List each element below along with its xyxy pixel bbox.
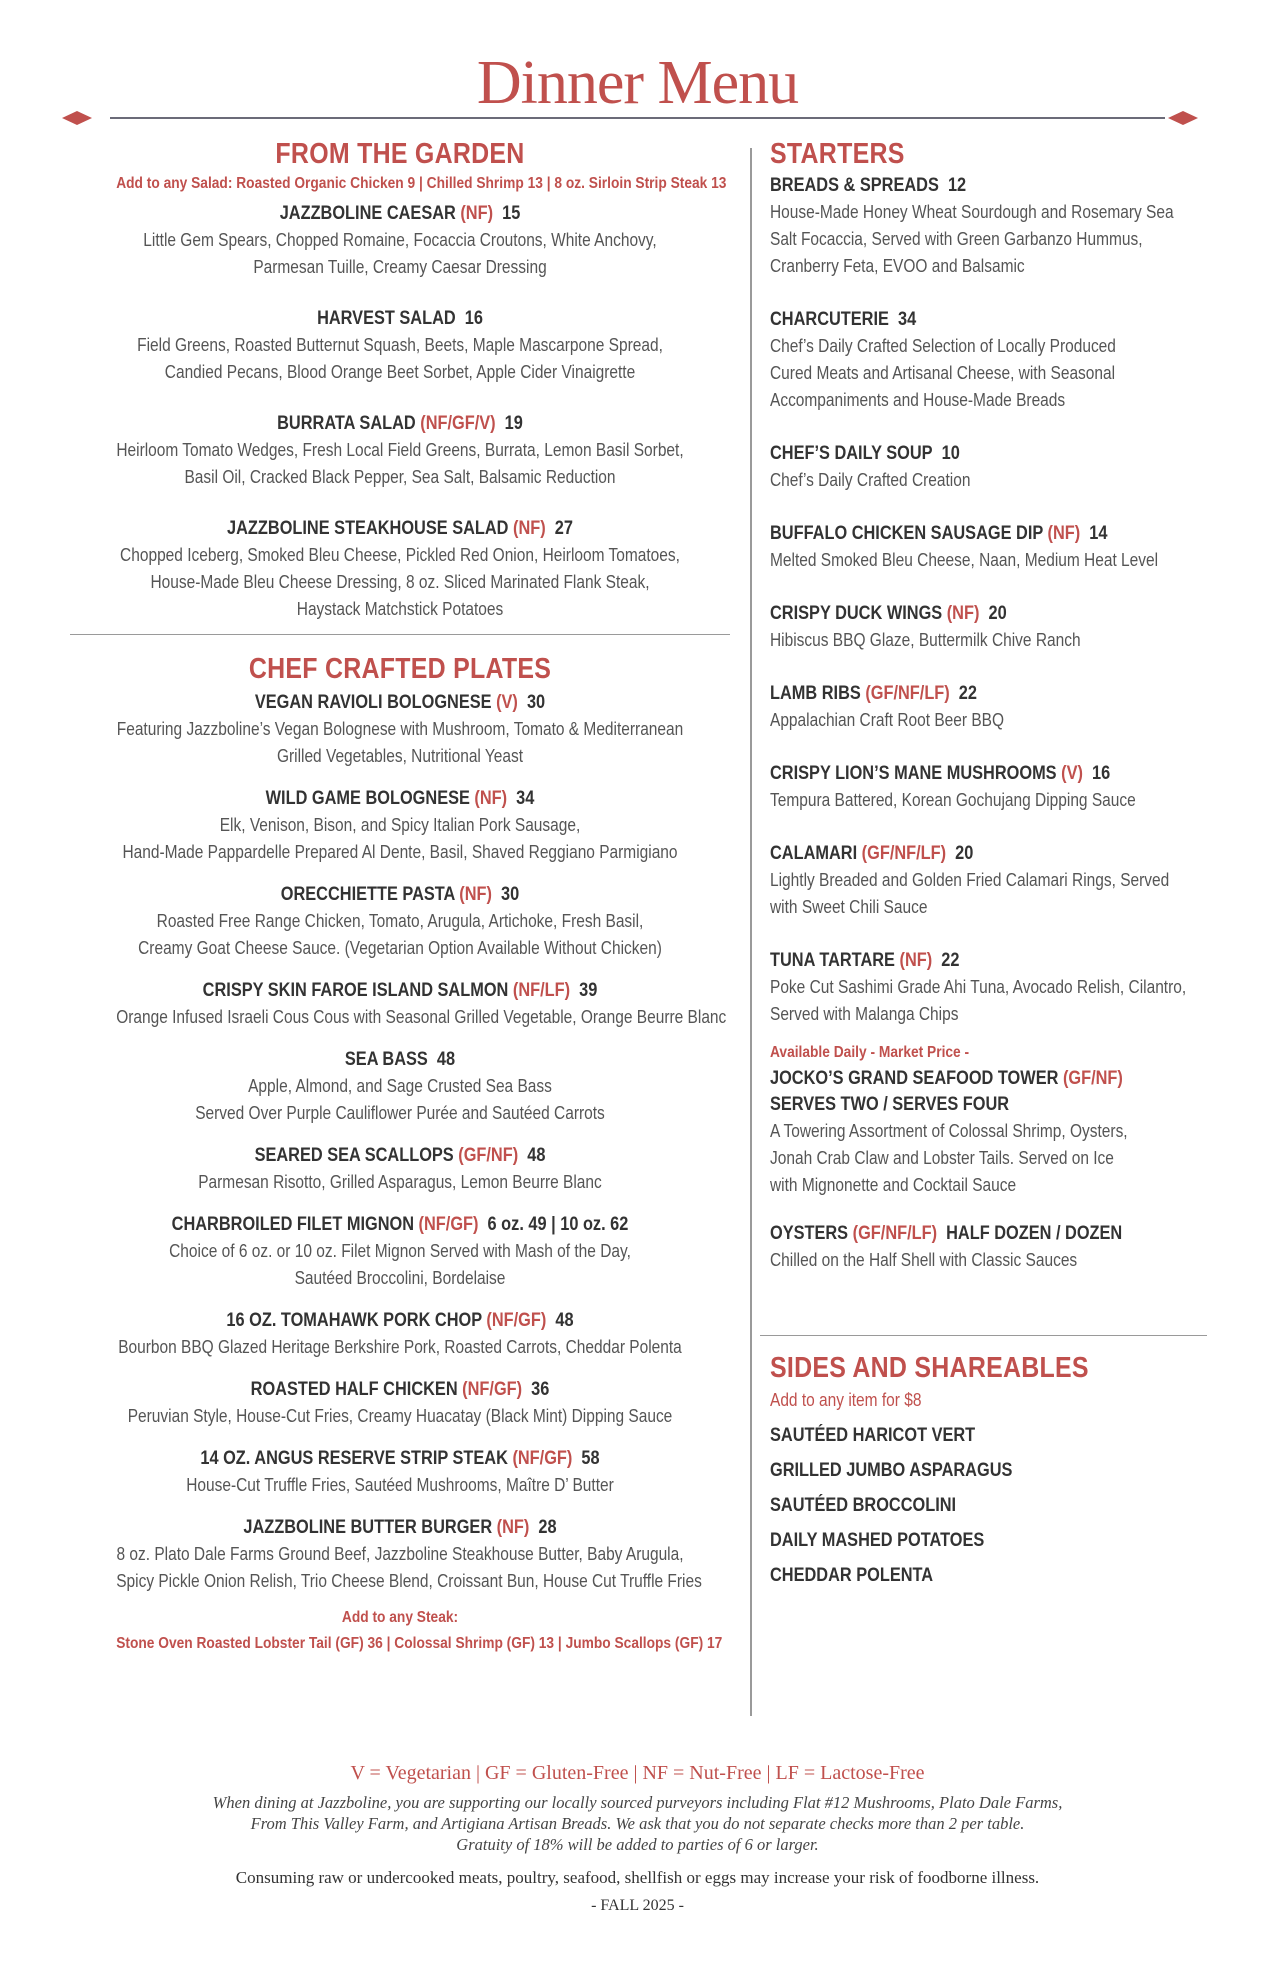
sides-list — [770, 1418, 1210, 1593]
salad-addon-note: Add to any Salad: Roasted Organic Chicken 9 | Chilled Shrimp 13 | 8 oz. Sirloin Strip Steak 13 — [116, 175, 727, 192]
oysters-description — [770, 1247, 1210, 1274]
gratuity-note: Gratuity of 18% will be added to parties of 6 or larger. — [456, 1835, 819, 1854]
food-safety-warning: Consuming raw or undercooked meats, poultry, seafood, shellfish or eggs may increase your risk of foodborne illness. — [235, 1868, 1040, 1887]
diamond-ornament-left — [62, 111, 92, 125]
menu-item-description: Accompaniments and House-Made Breads — [770, 390, 1066, 410]
menu-item-name: BUFFALO CHICKEN SAUSAGE DIP (NF) 14 — [770, 523, 1108, 544]
menu-item-description: Melted Smoked Bleu Cheese, Naan, Medium Heat Level — [770, 550, 1159, 570]
menu-item-description: Lightly Breaded and Golden Fried Calamari Rings, Served — [770, 870, 1170, 890]
steak-addon-title: Add to any Steak: — [341, 1609, 459, 1626]
purveyor-note-1: When dining at Jazzboline, you are supporting our locally sourced purveyors including Flat #12 Mushrooms, Plato Dale Farms, — [212, 1793, 1063, 1812]
dietary-tag: (GF/NF/LF) — [861, 843, 947, 864]
menu-item-name: ORECCHIETTE PASTA (NF) 30 — [280, 884, 520, 905]
menu-item — [70, 882, 730, 962]
menu-item-description: Roasted Free Range Chicken, Tomato, Arugula, Artichoke, Fresh Basil, — [156, 911, 644, 931]
menu-item-description: Heirloom Tomato Wedges, Fresh Local Field Greens, Burrata, Lemon Basil Sorbet, — [116, 440, 684, 460]
menu-item-description: Appalachian Craft Root Beer BBQ — [770, 710, 1005, 730]
menu-item-price: 36 — [531, 1379, 550, 1400]
menu-item-name: SEARED SEA SCALLOPS (GF/NF) 48 — [254, 1145, 546, 1166]
menu-item-price: 34 — [898, 309, 917, 330]
menu-item-name: VEGAN RAVIOLI BOLOGNESE (V) 30 — [254, 692, 546, 713]
purveyor-note-2: From This Valley Farm, and Artigiana Artisan Breads. We ask that you do not separate checks more than 2 per table. — [250, 1814, 1025, 1833]
side-item: DAILY MASHED POTATOES — [770, 1530, 985, 1551]
diamond-ornament-right — [1168, 111, 1198, 125]
menu-item-description: Chef’s Daily Crafted Creation — [770, 470, 971, 490]
side-item: SAUTÉED HARICOT VERT — [770, 1425, 976, 1446]
menu-item-description: with Mignonette and Cocktail Sauce — [770, 1175, 1017, 1195]
section-divider-left — [70, 634, 730, 635]
menu-item-name: CRISPY DUCK WINGS (NF) 20 — [770, 603, 1007, 624]
side-item: GRILLED JUMBO ASPARAGUS — [770, 1460, 1013, 1481]
menu-item-description: Elk, Venison, Bison, and Spicy Italian Pork Sausage, — [219, 815, 581, 835]
menu-item-price: 14 — [1089, 523, 1108, 544]
plates-items — [70, 690, 730, 1595]
menu-item-description: Bourbon BBQ Glazed Heritage Berkshire Pork, Roasted Carrots, Cheddar Polenta — [118, 1337, 682, 1357]
menu-item-price: 15 — [502, 203, 521, 224]
menu-item-description: Chilled on the Half Shell with Classic Sauces — [770, 1250, 1078, 1270]
menu-item — [70, 516, 730, 623]
menu-item-name: TUNA TARTARE (NF) 22 — [770, 950, 960, 971]
dietary-tag: (V) — [496, 692, 518, 713]
menu-item-name: CHARCUTERIE 34 — [770, 309, 917, 330]
menu-item-name: CRISPY SKIN FAROE ISLAND SALMON (NF/LF) 39 — [202, 980, 598, 1001]
menu-item-name: OYSTERS (GF/NF/LF) HALF DOZEN / DOZEN — [770, 1223, 1123, 1244]
dietary-tag: (NF/LF) — [512, 980, 571, 1001]
menu-item-description: Parmesan Risotto, Grilled Asparagus, Lemon Beurre Blanc — [198, 1172, 602, 1192]
dietary-tag: (NF/GF) — [486, 1310, 547, 1331]
menu-item-name: JAZZBOLINE BUTTER BURGER (NF) 28 — [243, 1517, 557, 1538]
menu-item-description: with Sweet Chili Sauce — [770, 897, 928, 917]
menu-item — [70, 1212, 730, 1292]
dietary-tag: (NF/GF/V) — [420, 413, 496, 434]
dietary-tag: (NF) — [474, 788, 508, 809]
menu-item-description: Hand-Made Pappardelle Prepared Al Dente, Basil, Shaved Reggiano Parmigiano — [122, 842, 678, 862]
menu-item-price: 22 — [958, 683, 977, 704]
menu-item-name: HARVEST SALAD 16 — [317, 308, 483, 329]
menu-item-price: 6 oz. 49 | 10 oz. 62 — [487, 1214, 629, 1235]
menu-item-name: 16 OZ. TOMAHAWK PORK CHOP (NF/GF) 48 — [226, 1310, 574, 1331]
menu-item-description: Parmesan Tuille, Creamy Caesar Dressing — [253, 257, 547, 277]
menu-item-description: Peruvian Style, House-Cut Fries, Creamy Huacatay (Black Mint) Dipping Sauce — [127, 1406, 673, 1426]
menu-item-description: Haystack Matchstick Potatoes — [296, 599, 504, 619]
menu-item-name: BURRATA SALAD (NF/GF/V) 19 — [277, 413, 523, 434]
menu-item-name: JOCKO’S GRAND SEAFOOD TOWER (GF/NF) — [770, 1068, 1123, 1089]
menu-item-price: 22 — [941, 950, 960, 971]
oysters-item — [770, 1221, 1210, 1274]
menu-item — [770, 521, 1210, 574]
side-item: CHEDDAR POLENTA — [770, 1565, 934, 1586]
section-plates — [70, 653, 730, 1657]
menu-item-description: Served Over Purple Cauliflower Purée and Sautéed Carrots — [195, 1103, 605, 1123]
section-title-plates: CHEF CRAFTED PLATES — [248, 653, 552, 685]
menu-item — [70, 1377, 730, 1430]
menu-item-description: House-Cut Truffle Fries, Sautéed Mushrooms, Maître D’ Butter — [186, 1475, 614, 1495]
garden-items — [70, 201, 730, 623]
menu-item-description: Chopped Iceberg, Smoked Bleu Cheese, Pickled Red Onion, Heirloom Tomatoes, — [120, 545, 680, 565]
tower-serves: SERVES TWO / SERVES FOUR — [770, 1094, 1010, 1115]
dietary-tag: (GF/NF/LF) — [865, 683, 950, 704]
menu-item-price: 16 — [1091, 763, 1111, 784]
menu-item — [70, 306, 730, 386]
menu-item-description: Poke Cut Sashimi Grade Ahi Tuna, Avocado Relish, Cilantro, — [770, 977, 1187, 997]
menu-item-description: Cranberry Feta, EVOO and Balsamic — [770, 256, 1025, 276]
menu-item-name: CRISPY LION’S MANE MUSHROOMS (V) 16 — [770, 763, 1111, 784]
menu-item-description: Apple, Almond, and Sage Crusted Sea Bass — [248, 1076, 552, 1096]
dietary-tag: (NF) — [460, 203, 494, 224]
menu-item — [770, 441, 1210, 494]
menu-item-price: 58 — [581, 1448, 600, 1469]
dietary-tag: (NF/GF) — [418, 1214, 479, 1235]
menu-item-description: Tempura Battered, Korean Gochujang Dipping Sauce — [770, 790, 1136, 810]
menu-item — [770, 173, 1210, 280]
seafood-tower — [770, 1040, 1210, 1199]
menu-item-price: 27 — [554, 518, 573, 539]
menu-item-description: Field Greens, Roasted Butternut Squash, Beets, Maple Mascarpone Spread, — [137, 335, 663, 355]
dietary-tag: (NF) — [496, 1517, 530, 1538]
dietary-tag: (NF) — [459, 884, 492, 905]
side-item: SAUTÉED BROCCOLINI — [770, 1495, 957, 1516]
menu-item — [770, 841, 1210, 921]
menu-item-name: 14 OZ. ANGUS RESERVE STRIP STEAK (NF/GF) 58 — [200, 1448, 600, 1469]
menu-item-description: Candied Pecans, Blood Orange Beet Sorbet, Apple Cider Vinaigrette — [164, 362, 636, 382]
menu-item — [70, 690, 730, 770]
sides-note: Add to any item for $8 — [770, 1390, 922, 1410]
section-title-garden: FROM THE GARDEN — [275, 138, 525, 170]
menu-item — [70, 201, 730, 281]
section-title-sides: SIDES AND SHAREABLES — [770, 1352, 1089, 1384]
menu-item-description: A Towering Assortment of Colossal Shrimp, Oysters, — [770, 1121, 1128, 1141]
menu-item-price: 34 — [516, 788, 535, 809]
menu-item-description: Basil Oil, Cracked Black Pepper, Sea Salt, Balsamic Reduction — [184, 467, 616, 487]
dietary-tag: (NF/GF) — [512, 1448, 573, 1469]
menu-item-price: 48 — [436, 1049, 456, 1070]
menu-item — [70, 1515, 730, 1595]
menu-item-description: House-Made Bleu Cheese Dressing, 8 oz. Sliced Marinated Flank Steak, — [150, 572, 650, 592]
menu-item-name: LAMB RIBS (GF/NF/LF) 22 — [770, 683, 977, 704]
menu-item-name: CALAMARI (GF/NF/LF) 20 — [770, 843, 974, 864]
menu-item — [70, 1446, 730, 1499]
header-rule — [110, 117, 1165, 119]
menu-item-name: BREADS & SPREADS 12 — [770, 175, 967, 196]
menu-item-description: Sautéed Broccolini, Bordelaise — [294, 1268, 506, 1288]
section-divider-right — [760, 1335, 1207, 1336]
steak-addon-note: Stone Oven Roasted Lobster Tail (GF) 36 | Colossal Shrimp (GF) 13 | Jumbo Scallops (GF) 17 — [116, 1635, 723, 1652]
menu-item-price: 30 — [501, 884, 520, 905]
menu-item — [70, 1143, 730, 1196]
menu-item-name: CHARBROILED FILET MIGNON (NF/GF) 6 oz. 49 | 10 oz. 62 — [171, 1214, 629, 1235]
menu-item-name: JAZZBOLINE CAESAR (NF) 15 — [279, 203, 521, 224]
column-divider — [750, 148, 752, 1716]
menu-item-description: Chef’s Daily Crafted Selection of Locally Produced — [770, 336, 1116, 356]
menu-item — [770, 307, 1210, 414]
menu-item-price: 39 — [579, 980, 598, 1001]
dietary-tag: (V) — [1061, 763, 1083, 784]
menu-item — [770, 761, 1210, 814]
menu-item-description: Featuring Jazzboline’s Vegan Bolognese with Mushroom, Tomato & Mediterranean — [116, 719, 684, 739]
menu-item-price: 30 — [526, 692, 546, 713]
menu-item-name: CHEF’S DAILY SOUP 10 — [770, 443, 960, 464]
menu-item — [70, 411, 730, 491]
dietary-tag: (NF) — [1047, 523, 1081, 544]
menu-item — [70, 786, 730, 866]
menu-item — [70, 1308, 730, 1361]
menu-item-price: 28 — [538, 1517, 557, 1538]
menu-item-price: 48 — [555, 1310, 574, 1331]
menu-item — [70, 1047, 730, 1127]
menu-item-description: House-Made Honey Wheat Sourdough and Rosemary Sea — [770, 202, 1174, 222]
menu-item-description: Choice of 6 oz. or 10 oz. Filet Mignon Served with Mash of the Day, — [169, 1241, 631, 1261]
menu-item — [770, 948, 1210, 1028]
tower-description — [770, 1118, 1210, 1199]
section-starters — [770, 138, 1210, 1274]
section-garden — [70, 138, 730, 623]
menu-item-description: Salt Focaccia, Served with Green Garbanzo Hummus, — [770, 229, 1143, 249]
menu-item-price: 20 — [955, 843, 974, 864]
menu-item-description: Orange Infused Israeli Cous Cous with Seasonal Grilled Vegetable, Orange Beurre Blanc — [116, 1007, 727, 1027]
menu-item-price: 19 — [504, 413, 523, 434]
menu-item-description: Creamy Goat Cheese Sauce. (Vegetarian Option Available Without Chicken) — [138, 938, 662, 958]
dietary-legend: V = Vegetarian | GF = Gluten-Free | NF = Nut-Free | LF = Lactose-Free — [350, 1762, 925, 1784]
menu-item-name: SEA BASS 48 — [344, 1049, 456, 1070]
menu-item-description: Cured Meats and Artisanal Cheese, with Seasonal — [770, 363, 1116, 383]
menu-item-name: JAZZBOLINE STEAKHOUSE SALAD (NF) 27 — [227, 518, 573, 539]
dietary-tag: (NF) — [946, 603, 980, 624]
menu-item-description: Hibiscus BBQ Glaze, Buttermilk Chive Ranch — [770, 630, 1081, 650]
menu-item-name: WILD GAME BOLOGNESE (NF) 34 — [265, 788, 535, 809]
dietary-tag: (NF) — [513, 518, 546, 539]
dietary-tag: (GF/NF) — [458, 1145, 519, 1166]
menu-item-description: Little Gem Spears, Chopped Romaine, Focaccia Croutons, White Anchovy, — [143, 230, 657, 250]
menu-item-description: Grilled Vegetables, Nutritional Yeast — [276, 746, 524, 766]
menu-title: Dinner Menu — [476, 49, 799, 117]
menu-item-description: Served with Malanga Chips — [770, 1004, 959, 1024]
menu-item — [770, 681, 1210, 734]
menu-item-name: ROASTED HALF CHICKEN (NF/GF) 36 — [250, 1379, 550, 1400]
menu-item-description: 8 oz. Plato Dale Farms Ground Beef, Jazzboline Steakhouse Butter, Baby Arugula, — [116, 1544, 684, 1564]
menu-item-description: Spicy Pickle Onion Relish, Trio Cheese Blend, Croissant Bun, House Cut Truffle Fries — [116, 1571, 702, 1591]
menu-item-description: Jonah Crab Claw and Lobster Tails. Served on Ice — [770, 1148, 1114, 1168]
menu-item-price: 20 — [988, 603, 1007, 624]
dietary-tag: (NF/GF) — [462, 1379, 523, 1400]
starters-items — [770, 173, 1210, 1028]
menu-item — [70, 978, 730, 1031]
menu-item-price: 16 — [464, 308, 483, 329]
section-title-starters: STARTERS — [770, 138, 905, 170]
menu-item-price: 48 — [527, 1145, 546, 1166]
market-price-note: Available Daily - Market Price - — [770, 1044, 970, 1061]
menu-item-price: 10 — [941, 443, 960, 464]
season-label: - FALL 2025 - — [591, 1897, 684, 1914]
menu-item-price: 12 — [947, 175, 967, 196]
section-sides — [770, 1352, 1210, 1593]
menu-item — [770, 601, 1210, 654]
dietary-tag: (NF) — [899, 950, 933, 971]
